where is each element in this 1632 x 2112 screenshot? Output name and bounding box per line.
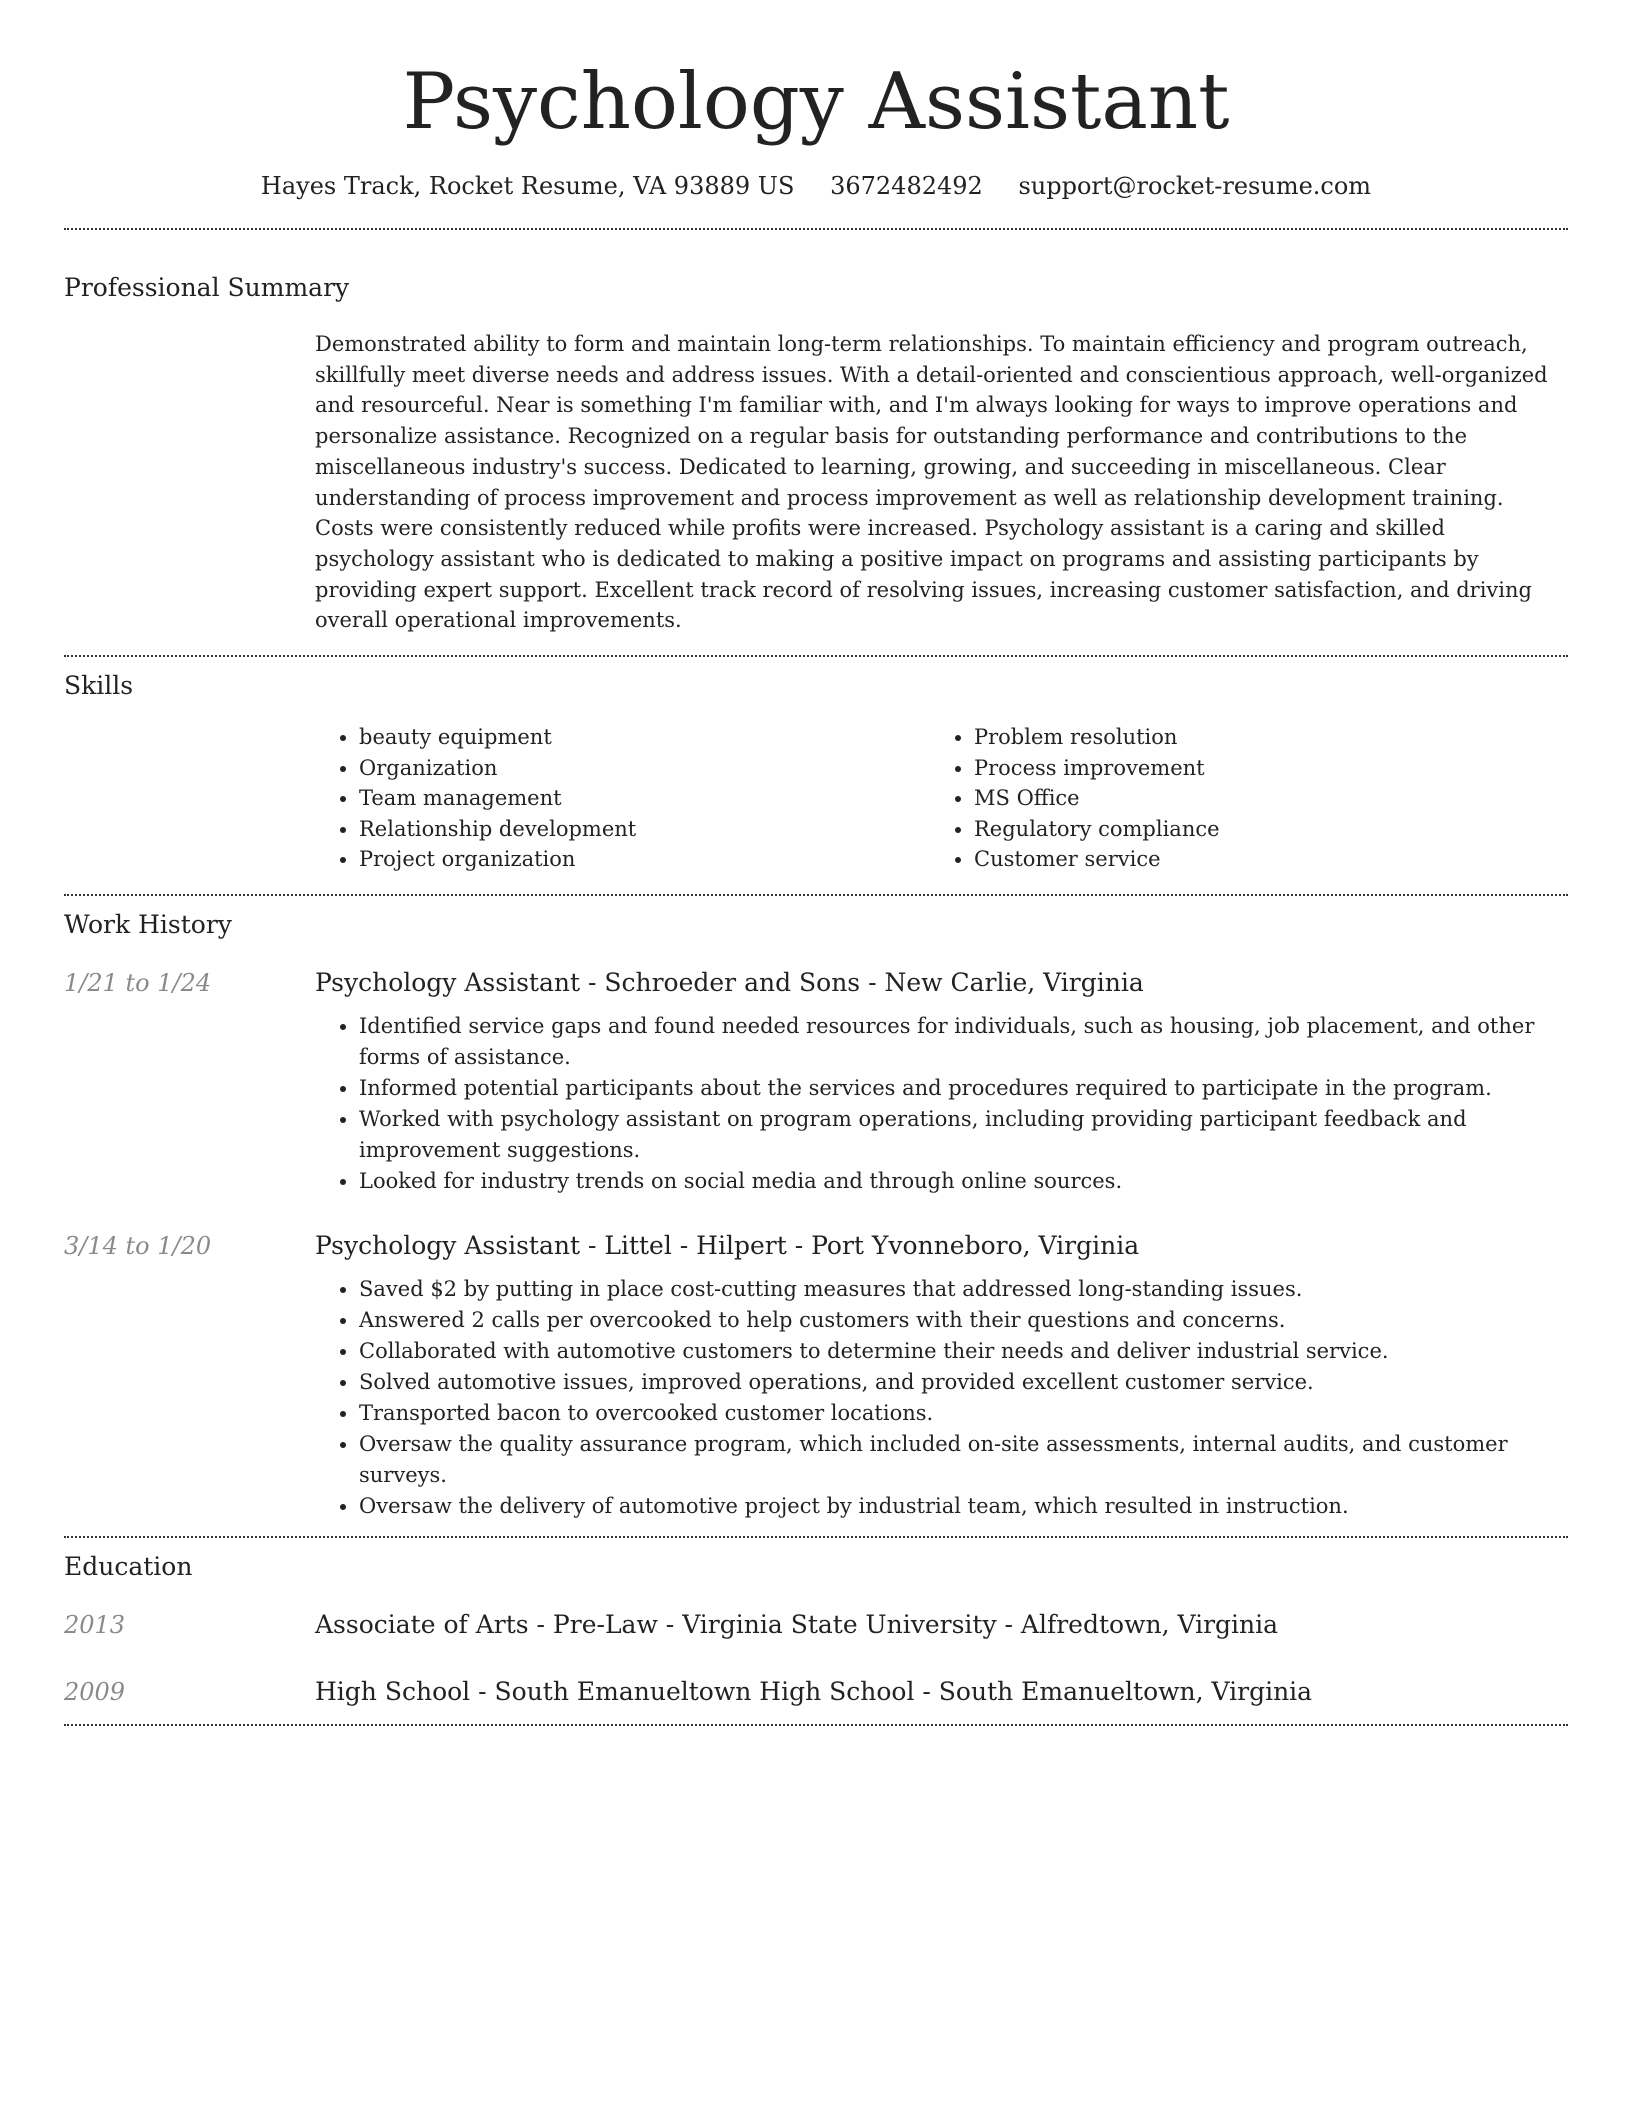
skill-item: • Team management bbox=[359, 783, 929, 814]
education-section bbox=[64, 1538, 1568, 1710]
job-dates: 1/21 to 1/24 bbox=[64, 968, 212, 997]
summary-text: Demonstrated ability to form and maintain long-term relationships. To maintain efficiency and program outreach, skillfully meet diverse needs and address issues. With a detail-oriented and conscientious approach, well-organized and resourceful. Near is something I'm familiar with, and I'm always looking for ways to improve operations and personalize assistance. Recognized on a regular basis for outstanding performance and contributions to the miscellaneous industry's success. Dedicated to learning, growing, and succeeding in miscellaneous. Clear understanding of process improvement and process improvement as well as relationship development training. Costs were consistently reduced while profits were increased. Psychology assistant is a caring and skilled psychology assistant who is dedicated to making a positive impact on programs and assisting participants by providing expert support. Excellent track record of resolving issues, increasing customer satisfaction, and driving overall operational improvements. bbox=[315, 332, 1548, 633]
job-bullets bbox=[315, 1011, 1568, 1197]
summary-section bbox=[64, 230, 1568, 636]
job-entry bbox=[64, 965, 1568, 1197]
job-bullet: • Informed potential participants about the services and procedures required to participate in the program. bbox=[359, 1073, 1568, 1104]
skill-item: • Organization bbox=[359, 753, 929, 784]
job-bullet: • Identified service gaps and found needed resources for individuals, such as housing, job placement, and other forms of assistance. bbox=[359, 1011, 1568, 1073]
job-bullet: • Worked with psychology assistant on program operations, including providing participant feedback and improvement suggestions. bbox=[359, 1104, 1568, 1166]
contact-line bbox=[64, 166, 1568, 206]
job-bullets bbox=[315, 1274, 1568, 1522]
skill-item: • Customer service bbox=[974, 844, 1544, 875]
job-bullet: • Oversaw the quality assurance program, which included on-site assessments, internal audits, and customer surveys. bbox=[359, 1429, 1568, 1491]
section-title-education: Education bbox=[64, 1551, 193, 1581]
job-dates: 3/14 to 1/20 bbox=[64, 1231, 212, 1260]
job-bullet: • Transported bacon to overcooked customer locations. bbox=[359, 1398, 1568, 1429]
resume-page bbox=[64, 0, 1568, 1726]
skill-item: • Relationship development bbox=[359, 814, 929, 845]
job-bullet: • Oversaw the delivery of automotive project by industrial team, which resulted in instruction. bbox=[359, 1491, 1568, 1522]
job-heading: Psychology Assistant - Schroeder and Sons - New Carlie, Virginia bbox=[315, 967, 1144, 997]
job-heading: Psychology Assistant - Littel - Hilpert - Port Yvonneboro, Virginia bbox=[315, 1230, 1140, 1260]
education-heading: High School - South Emanueltown High School - South Emanueltown, Virginia bbox=[315, 1676, 1313, 1706]
work-section bbox=[64, 896, 1568, 1522]
skills-grid bbox=[315, 722, 1568, 875]
skill-item: • Regulatory compliance bbox=[974, 814, 1544, 845]
skill-item: • beauty equipment bbox=[359, 722, 929, 753]
education-year: 2013 bbox=[64, 1610, 126, 1639]
divider bbox=[64, 1724, 1568, 1726]
section-title-work: Work History bbox=[64, 909, 232, 939]
job-bullet: • Solved automotive issues, improved operations, and provided excellent customer service. bbox=[359, 1367, 1568, 1398]
education-entry bbox=[64, 1607, 1568, 1643]
education-heading: Associate of Arts - Pre-Law - Virginia State University - Alfredtown, Virginia bbox=[315, 1609, 1279, 1639]
job-bullet: • Saved $2 by putting in place cost-cutting measures that addressed long-standing issues. bbox=[359, 1274, 1568, 1305]
job-bullet: • Answered 2 calls per overcooked to help customers with their questions and concerns. bbox=[359, 1305, 1568, 1336]
education-entry bbox=[64, 1674, 1568, 1710]
skill-item: • Project organization bbox=[359, 844, 929, 875]
skills-list-left bbox=[315, 722, 929, 875]
contact-email: support@rocket-resume.com bbox=[1018, 172, 1372, 200]
section-title-summary: Professional Summary bbox=[64, 273, 350, 302]
skill-item: • MS Office bbox=[974, 783, 1544, 814]
skill-item: • Problem resolution bbox=[974, 722, 1544, 753]
education-year: 2009 bbox=[64, 1677, 126, 1706]
contact-address: Hayes Track, Rocket Resume, VA 93889 US bbox=[260, 172, 795, 200]
job-entry bbox=[64, 1228, 1568, 1522]
section-title-skills: Skills bbox=[64, 671, 134, 701]
contact-phone: 3672482492 bbox=[830, 172, 983, 200]
skills-list-right bbox=[929, 722, 1544, 875]
job-bullet: • Collaborated with automotive customers to determine their needs and deliver industrial service. bbox=[359, 1336, 1568, 1367]
job-bullet: • Looked for industry trends on social media and through online sources. bbox=[359, 1166, 1568, 1197]
candidate-name: Psychology Assistant bbox=[402, 57, 1230, 147]
summary-left-gutter bbox=[64, 329, 315, 636]
skills-section bbox=[64, 657, 1568, 875]
skill-item: • Process improvement bbox=[974, 753, 1544, 784]
